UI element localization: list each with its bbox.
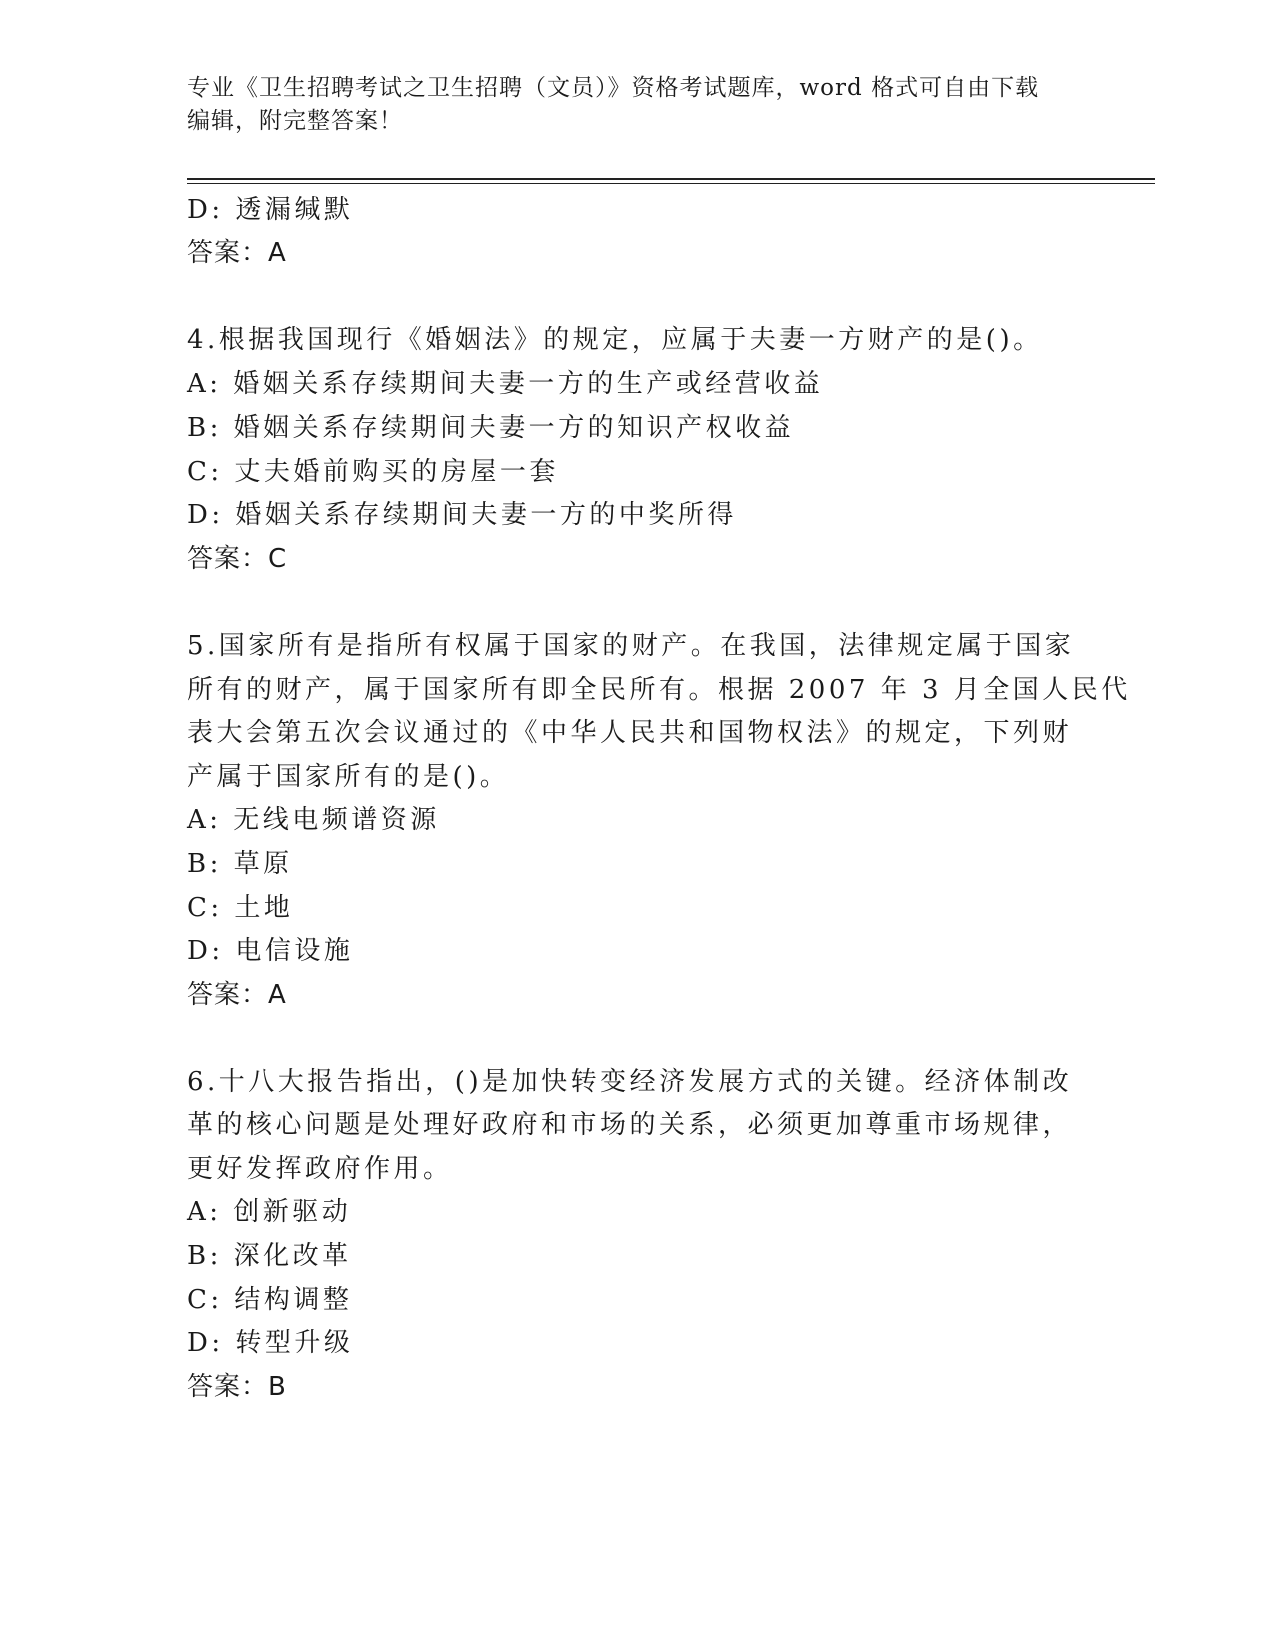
q5-stem-line-3: 表大会第五次会议通过的《中华人民共和国物权法》的规定，下列财 bbox=[187, 718, 1073, 748]
q4-option-a: A: 婚姻关系存续期间夫妻一方的生产或经营收益 bbox=[187, 369, 824, 399]
q5-option-c: C: 土地 bbox=[187, 893, 294, 923]
header-divider-thin bbox=[187, 183, 1155, 184]
q3-answer: 答案：A bbox=[187, 238, 287, 268]
q5-option-d: D: 电信设施 bbox=[187, 936, 354, 966]
header-line-1: 专业《卫生招聘考试之卫生招聘（文员）》资格考试题库，word 格式可自由下载 bbox=[187, 75, 1040, 101]
q5-stem-line-1: 5.国家所有是指所有权属于国家的财产。在我国，法律规定属于国家 bbox=[187, 631, 1075, 661]
q4-answer: 答案：C bbox=[187, 544, 288, 574]
q5-option-b: B: 草原 bbox=[187, 849, 293, 879]
q5-option-a: A: 无线电频谱资源 bbox=[187, 805, 440, 835]
q4-option-d: D: 婚姻关系存续期间夫妻一方的中奖所得 bbox=[187, 500, 737, 530]
q4-option-b: B: 婚姻关系存续期间夫妻一方的知识产权收益 bbox=[187, 413, 795, 443]
q4-option-c: C: 丈夫婚前购买的房屋一套 bbox=[187, 457, 559, 487]
q3-option-d: D: 透漏缄默 bbox=[187, 195, 354, 225]
q6-option-c: C: 结构调整 bbox=[187, 1285, 353, 1315]
header-divider-thick bbox=[187, 178, 1155, 180]
q6-stem-line-1: 6.十八大报告指出，()是加快转变经济发展方式的关键。经济体制改 bbox=[187, 1067, 1073, 1097]
q6-answer: 答案：B bbox=[187, 1372, 287, 1402]
q5-answer: 答案：A bbox=[187, 980, 287, 1010]
q6-option-a: A: 创新驱动 bbox=[187, 1197, 352, 1227]
q6-option-d: D: 转型升级 bbox=[187, 1328, 354, 1358]
q4-stem: 4.根据我国现行《婚姻法》的规定，应属于夫妻一方财产的是()。 bbox=[187, 325, 1043, 355]
q5-stem-line-2: 所有的财产，属于国家所有即全民所有。根据 2007 年 3 月全国人民代 bbox=[187, 675, 1131, 705]
header-line-2: 编辑，附完整答案！ bbox=[187, 108, 403, 134]
q6-stem-line-2: 革的核心问题是处理好政府和市场的关系，必须更加尊重市场规律， bbox=[187, 1110, 1073, 1140]
q5-stem-line-4: 产属于国家所有的是()。 bbox=[187, 762, 510, 792]
page-header bbox=[187, 72, 1087, 138]
q6-option-b: B: 深化改革 bbox=[187, 1241, 352, 1271]
q6-stem-line-3: 更好发挥政府作用。 bbox=[187, 1154, 453, 1184]
